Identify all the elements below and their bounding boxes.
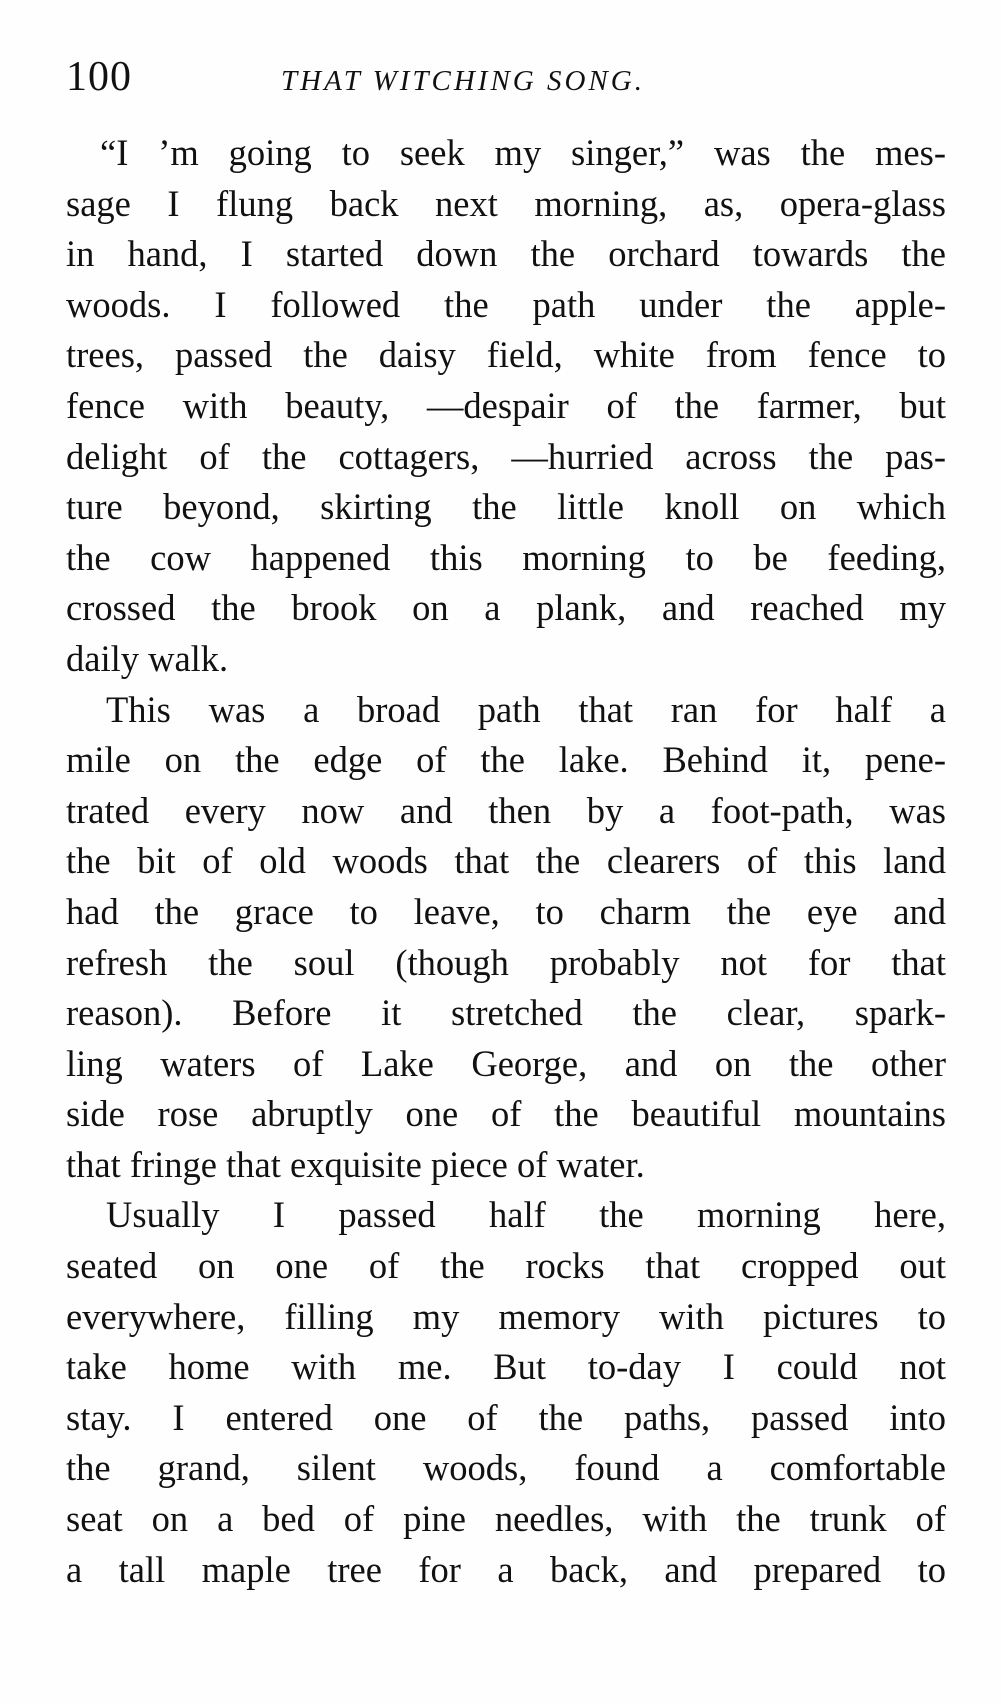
paragraph-1-line-10: crossed the brook on a plank, and reached my [66, 587, 946, 629]
paragraph-2-line-8: ling waters of Lake George, and on the other [66, 1042, 946, 1084]
paragraph-1-line-3: in hand, I started down the orchard towards the [66, 233, 946, 275]
paragraph-2-line-5: had the grace to leave, to charm the eye and [66, 890, 946, 932]
paragraph-3-line-3: everywhere, filling my memory with pictures to [66, 1295, 946, 1337]
paragraph-1-line-5: trees, passed the daisy field, white from fence to [66, 334, 946, 376]
running-head [66, 52, 946, 102]
paragraph-2-line-1: This was a broad path that ran for half a [106, 688, 946, 730]
paragraph-3-line-1: Usually I passed half the morning here, [106, 1194, 946, 1236]
paragraph-3-line-7: seat on a bed of pine needles, with the trunk of [66, 1498, 946, 1540]
paragraph-1-line-1: “I ’m going to seek my singer,” was the mes- [100, 132, 946, 173]
paragraph-2-line-2: mile on the edge of the lake. Behind it, pene- [66, 739, 946, 781]
paragraph-1-line-8: ture beyond, skirting the little knoll on which [66, 486, 946, 528]
paragraph-1-line-2: sage I flung back next morning, as, opera-glass [66, 182, 946, 224]
page-number: 100 [66, 54, 132, 100]
paragraph-3-line-6: the grand, silent woods, found a comfortable [66, 1447, 946, 1489]
paragraph-1-line-6: fence with beauty, —despair of the farmer, but [66, 384, 946, 426]
paragraph-3-line-4: take home with me. But to-day I could not [66, 1346, 946, 1388]
running-title: THAT WITCHING SONG. [281, 65, 645, 97]
paragraph-1-line-11: daily walk. [66, 637, 229, 679]
paragraph-3-line-8: a tall maple tree for a back, and prepared to [66, 1548, 946, 1590]
paragraph-1-line-9: the cow happened this morning to be feeding, [66, 536, 946, 578]
paragraph-3-line-2: seated on one of the rocks that cropped out [66, 1245, 946, 1287]
paragraph-2-line-10: that fringe that exquisite piece of water. [66, 1143, 645, 1185]
paragraph-2-line-4: the bit of old woods that the clearers of this land [66, 840, 946, 882]
paragraph-3-line-5: stay. I entered one of the paths, passed into [66, 1396, 946, 1438]
body-text [66, 128, 946, 1595]
paragraph-1-line-4: woods. I followed the path under the apple- [66, 283, 946, 325]
paragraph-2-line-7: reason). Before it stretched the clear, spark- [66, 992, 946, 1034]
paragraph-2-line-3: trated every now and then by a foot-path, was [66, 789, 946, 831]
paragraph-2-line-9: side rose abruptly one of the beautiful mountains [66, 1093, 946, 1135]
paragraph-2-line-6: refresh the soul (though probably not for that [66, 941, 946, 983]
paragraph-1-line-7: delight of the cottagers, —hurried across the pas- [66, 435, 946, 477]
